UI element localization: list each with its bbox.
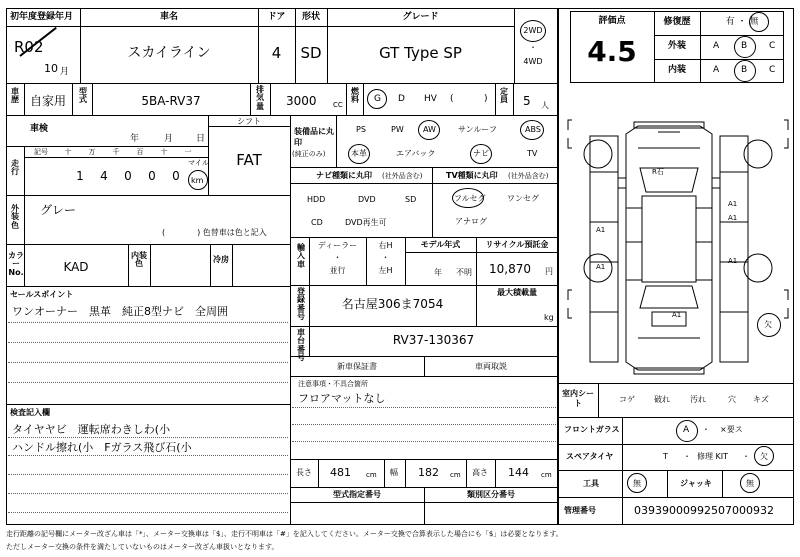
navi-dvd-play: DVD再生可 <box>345 218 387 227</box>
inspection-year-unit: 年 <box>130 134 140 144</box>
color-no-value: KAD <box>63 260 89 274</box>
notes-text: フロアマットなし <box>298 392 386 405</box>
mileage-col-label: 百 <box>136 148 144 156</box>
displacement-label: 排気量 <box>256 85 264 111</box>
model-year-unit: 年 <box>434 268 442 277</box>
notes-label: 注意事項・不具合箇所 <box>298 380 368 388</box>
registration-label: 登録番号 <box>297 287 305 322</box>
seat-burn: コゲ <box>619 395 635 404</box>
navi-hdd: HDD <box>307 195 326 204</box>
reg-month: 10 <box>44 62 58 75</box>
height-value: 144 <box>508 466 529 479</box>
person-unit: 人 <box>541 101 549 110</box>
repair-label: 修復歴 <box>663 17 691 27</box>
interior-label: 内装 <box>667 65 686 75</box>
equip-leather: 本革 <box>351 149 367 158</box>
equip-tv: TV <box>527 149 538 158</box>
seat-dirt: 汚れ <box>690 395 706 404</box>
type-no-label: 型式指定番号 <box>333 490 381 499</box>
model-year-label: モデル年式 <box>420 240 461 249</box>
ext-a: A <box>713 41 720 51</box>
fridge-label: 冷房 <box>213 255 229 264</box>
equipment-label: 装備品に丸印 <box>294 127 334 148</box>
color-value: グレー <box>40 203 77 217</box>
spare-t: T <box>663 452 668 461</box>
spare-dot1: ・ <box>683 452 691 461</box>
car-name: スカイライン <box>127 45 211 61</box>
width-label: 幅 <box>390 468 398 477</box>
door-count: 4 <box>271 44 282 62</box>
footer-line2: ただしメーター交換の条件を満たしていないものはメーター改ざん車扱いとなります。 <box>6 543 279 551</box>
seat-scratch: キズ <box>753 395 769 404</box>
width-value: 182 <box>418 466 439 479</box>
score-label: 評価点 <box>598 16 626 26</box>
color-no-label: カラーNo. <box>8 251 24 277</box>
import-dot: ・ <box>333 253 342 262</box>
int-a: A <box>713 65 720 75</box>
length-value: 481 <box>330 466 351 479</box>
spare-label: スペアタイヤ <box>566 452 614 461</box>
cc-unit: CC <box>333 101 343 109</box>
mileage-digit: 1 <box>76 169 84 183</box>
mileage-digit: 0 <box>148 169 156 183</box>
manual: 車両取説 <box>475 362 507 371</box>
fuel-g: G <box>374 94 381 104</box>
mileage-col-label: 記号 <box>34 148 48 156</box>
mgmt-number: 03939000992507000932 <box>634 504 774 517</box>
equip-airbag: エアバック <box>396 149 436 158</box>
interior-color-label: 内装色 <box>131 251 147 269</box>
equip-navi: ナビ <box>473 149 489 158</box>
inspection-month-unit: 月 <box>164 134 174 144</box>
ext-c: C <box>769 41 776 51</box>
glass-dot: ・ <box>702 425 710 434</box>
model-label: 型式 <box>79 87 87 105</box>
ext-b: B <box>741 41 748 51</box>
import-parallel: 並行 <box>329 266 346 275</box>
equip-sunroof: サンルーフ <box>458 125 497 134</box>
diagram-mark-a1-6: A1 <box>672 311 682 319</box>
height-label: 高さ <box>472 468 488 477</box>
seat-hole: 穴 <box>728 395 736 404</box>
fuel-label: 燃料 <box>351 87 359 105</box>
tv-type-sub: (社外品含む) <box>508 172 549 180</box>
glass-a: A <box>683 425 690 435</box>
inspector-line1: タイヤヤビ 運転席わきしわ(小 <box>12 423 171 436</box>
shape-label: 形状 <box>301 12 320 22</box>
car-diagram <box>562 112 794 384</box>
max-load-label: 最大積載量 <box>497 288 537 297</box>
diagram-mark-a1-2: A1 <box>728 214 738 222</box>
spare-missing: 欠 <box>760 452 768 461</box>
mileage-digit: 0 <box>172 169 180 183</box>
inspection-day-unit: 日 <box>196 134 206 144</box>
navi-cd: CD <box>311 218 323 227</box>
seat-label: 室内シート <box>562 389 594 409</box>
diagram-mark-a1-5: A1 <box>728 257 738 265</box>
tv-fullseg: フルセグ <box>454 194 486 203</box>
jack-label: ジャッキ <box>680 479 712 488</box>
length-cm: cm <box>366 471 377 479</box>
reg-year-label: 初年度登録年月 <box>10 12 74 22</box>
selling-points-text: ワンオーナー 黒革 純正8型ナビ 全周囲 <box>12 305 228 318</box>
fuel-d: D <box>398 94 405 104</box>
inspector-label: 検査記入欄 <box>10 408 50 417</box>
import-rh: 右H <box>378 241 393 250</box>
door-label: ドア <box>267 12 286 22</box>
mile-label: マイル <box>188 159 209 167</box>
height-cm: cm <box>541 471 552 479</box>
navi-type-label: ナビ種類に丸印 <box>316 171 372 180</box>
length-label: 長さ <box>296 468 312 477</box>
displacement: 3000 <box>286 94 317 108</box>
import-label: 輸入車 <box>297 243 305 269</box>
history: 自家用 <box>29 94 66 108</box>
chassis-label: 車台番号 <box>297 328 305 363</box>
navi-sd: SD <box>405 195 417 204</box>
equip-aw: AW <box>423 125 436 134</box>
tv-type-label: TV種類に丸印 <box>446 171 498 180</box>
missing-mark: 欠 <box>764 320 772 329</box>
equip-abs: ABS <box>525 125 541 134</box>
shift-label: シフト <box>237 117 261 126</box>
fuel-other: ( <box>450 94 454 104</box>
equipment-sub: (純正のみ) <box>292 150 326 158</box>
score-value: 4.5 <box>587 35 637 68</box>
mileage-col-label: 一 <box>184 148 192 156</box>
int-c: C <box>769 65 776 75</box>
fuel-hv: HV <box>424 94 437 104</box>
chassis-value: RV37-130367 <box>392 333 475 347</box>
navi-dvd: DVD <box>358 195 376 204</box>
grade-label: グレード <box>402 12 439 22</box>
recycle-yen: 円 <box>545 267 553 276</box>
color-note: ( ) 色替車は色と記入 <box>162 228 267 237</box>
footer-line1: 走行距離の記号欄にメーター改ざん車は「*」、メーター交換車は「$」、走行不明車は「#」を記入してください。メーター交換で合算表示した場合にも「$」は必要となります。 <box>6 530 563 538</box>
spare-dot2: ・ <box>742 452 750 461</box>
diagram-mark-rstone: R石 <box>652 168 664 176</box>
exterior-label: 外装 <box>667 41 686 51</box>
grade: GT Type SP <box>379 44 462 62</box>
diagram-mark-a1-4: A1 <box>596 263 606 271</box>
model-year-unknown: 不明 <box>456 268 472 277</box>
repair-options: 有 ・ 無 <box>725 17 759 27</box>
ext-b-circle <box>734 36 756 58</box>
mileage-col-label: 万 <box>88 148 96 156</box>
drive-4wd: 4WD <box>523 57 543 66</box>
diagram-mark-a1-3: A1 <box>596 226 606 234</box>
new-warranty: 新車保証書 <box>337 362 377 371</box>
capacity: 5 <box>523 94 531 108</box>
repair-none-circle <box>749 12 769 32</box>
history-label: 車歴 <box>11 87 19 105</box>
tv-oneseg: ワンセグ <box>507 194 539 203</box>
capacity-label: 定員 <box>500 87 508 105</box>
import-lh: 左H <box>378 266 393 275</box>
tool-none: 無 <box>633 479 641 488</box>
recycle-value: 10,870 <box>489 262 531 276</box>
width-cm: cm <box>450 471 461 479</box>
name-label: 車名 <box>159 12 178 22</box>
reg-year: R02 <box>14 38 44 56</box>
mileage-col-label: 十 <box>64 148 72 156</box>
equip-pw: PW <box>391 125 404 134</box>
model: 5BA-RV37 <box>141 94 201 108</box>
glass-label: フロントガラス <box>564 425 620 434</box>
mileage-digit: 0 <box>124 169 132 183</box>
max-load-kg: kg <box>544 313 554 322</box>
seat-tear: 破れ <box>654 395 670 404</box>
mileage-col-label: 千 <box>112 148 120 156</box>
mileage-label: 走行 <box>11 159 19 177</box>
tv-analog: アナログ <box>455 217 487 226</box>
spare-kit: 修理 KIT <box>697 452 729 461</box>
mgmt-label: 管理番号 <box>564 506 596 515</box>
diagram-mark-a1-1: A1 <box>728 200 738 208</box>
selling-points-label: セールスポイント <box>10 290 74 299</box>
drive-2wd: 2WD <box>523 26 543 35</box>
import-dealer: ディーラー <box>317 241 358 250</box>
inspection-label: 車検 <box>30 124 49 134</box>
int-b-circle <box>734 60 756 82</box>
jack-none: 無 <box>746 479 754 488</box>
shape: SD <box>300 44 322 62</box>
mileage-digit: 4 <box>100 169 108 183</box>
class-no-label: 類別区分番号 <box>467 490 515 499</box>
registration-value: 名古屋306ま7054 <box>341 297 444 311</box>
tool-label: 工具 <box>583 479 599 488</box>
reg-month-unit: 月 <box>60 67 70 77</box>
km-label: km <box>191 176 204 185</box>
mileage-col-label: 十 <box>160 148 168 156</box>
int-b: B <box>741 65 748 75</box>
glass-replace: ×要ス <box>720 425 743 434</box>
import-dot2: ・ <box>381 253 390 262</box>
color-label: 外装色 <box>11 204 19 230</box>
fuel-close: ) <box>484 94 488 104</box>
shift: FAT <box>236 151 262 169</box>
recycle-label: リサイクル預託金 <box>485 240 549 249</box>
navi-type-sub: (社外品含む) <box>382 172 423 180</box>
equip-ps: PS <box>356 125 366 134</box>
drive-dot: ・ <box>529 43 537 52</box>
inspector-line2: ハンドル擦れ(小 Fガラス飛び石(小 <box>12 441 192 454</box>
